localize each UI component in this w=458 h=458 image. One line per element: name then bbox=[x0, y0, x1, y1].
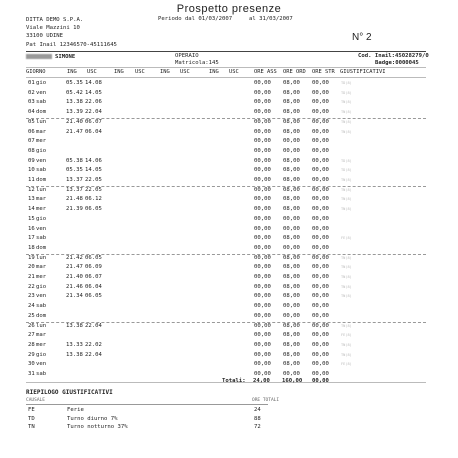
hours-absence: 00,00 bbox=[254, 215, 271, 222]
day-number: 09 bbox=[28, 157, 35, 164]
time-out: 14.05 bbox=[85, 89, 102, 96]
time-out: 22.04 bbox=[85, 109, 102, 116]
hours-overtime: 00,00 bbox=[312, 225, 329, 232]
justification-mark: TN(8) bbox=[341, 178, 352, 182]
hours-absence: 00,00 bbox=[254, 322, 271, 329]
day-of-week: mer bbox=[36, 341, 47, 348]
time-out: 06.12 bbox=[85, 196, 102, 203]
hours-absence: 00,00 bbox=[254, 264, 271, 271]
summary-code: FE bbox=[28, 407, 35, 413]
time-out: 06.05 bbox=[85, 254, 102, 261]
justification-mark: TN(8) bbox=[341, 284, 352, 289]
hours-overtime: 00,00 bbox=[312, 80, 329, 86]
time-in: 21.47 bbox=[66, 128, 83, 135]
time-in: 13.38 bbox=[66, 351, 83, 358]
day-of-week: sab bbox=[36, 371, 47, 377]
time-in: 21.40 bbox=[66, 118, 83, 125]
time-in: 13.39 bbox=[66, 109, 83, 116]
totals-ass: 24,00 bbox=[253, 378, 270, 384]
company-address: Viale Mazzini 10 bbox=[26, 25, 80, 31]
time-out: 14.08 bbox=[85, 80, 102, 86]
columns-top-line bbox=[26, 67, 426, 68]
hours-absence: 00,00 bbox=[254, 332, 271, 339]
time-out: 06.09 bbox=[85, 264, 102, 271]
hours-ordinary: 08,00 bbox=[283, 361, 300, 368]
redacted-surname bbox=[26, 54, 52, 59]
hours-overtime: 00,00 bbox=[312, 264, 329, 271]
company-city: 33100 UDINE bbox=[26, 33, 64, 39]
time-out: 22.02 bbox=[85, 341, 102, 348]
hours-overtime: 00,00 bbox=[312, 293, 329, 300]
time-in: 13.38 bbox=[66, 322, 83, 329]
justification-mark: FE(8) bbox=[341, 333, 352, 338]
hours-absence: 00,00 bbox=[254, 225, 271, 232]
table-row bbox=[0, 323, 458, 333]
day-of-week: ven bbox=[36, 225, 47, 232]
hours-ordinary: 00,00 bbox=[283, 138, 300, 145]
column-header: ING bbox=[209, 69, 219, 75]
hours-ordinary: 08,00 bbox=[283, 177, 300, 183]
time-in: 21.46 bbox=[66, 283, 83, 290]
time-in: 05.38 bbox=[66, 157, 83, 164]
day-of-week: mer bbox=[36, 274, 47, 280]
hours-overtime: 00,00 bbox=[312, 371, 329, 377]
day-of-week: mar bbox=[36, 128, 47, 135]
justification-mark: TN(8) bbox=[341, 129, 352, 134]
hours-ordinary: 00,00 bbox=[283, 312, 300, 319]
day-of-week: gio bbox=[36, 147, 47, 154]
justification-mark: TN(8) bbox=[341, 119, 352, 124]
day-of-week: ven bbox=[36, 293, 47, 300]
day-of-week: mer bbox=[36, 138, 47, 145]
time-in: 21.34 bbox=[66, 293, 83, 300]
hours-overtime: 00,00 bbox=[312, 332, 329, 339]
day-number: 23 bbox=[28, 293, 35, 300]
day-number: 11 bbox=[28, 177, 35, 183]
hours-ordinary: 08,00 bbox=[283, 99, 300, 106]
column-header: ORE ORD bbox=[283, 69, 306, 75]
table-row bbox=[0, 303, 458, 313]
day-number: 29 bbox=[28, 351, 35, 358]
hours-overtime: 00,00 bbox=[312, 361, 329, 368]
table-row bbox=[0, 284, 458, 294]
hours-ordinary: 08,00 bbox=[283, 332, 300, 339]
column-header: ORE STR bbox=[312, 69, 335, 75]
justification-mark: TD(8) bbox=[341, 158, 352, 163]
table-row bbox=[0, 293, 458, 303]
hours-ordinary: 00,00 bbox=[283, 303, 300, 310]
time-in: 13.38 bbox=[66, 99, 83, 106]
hours-ordinary: 00,00 bbox=[283, 215, 300, 222]
time-in: 13.37 bbox=[66, 177, 83, 183]
hours-overtime: 00,00 bbox=[312, 147, 329, 154]
day-of-week: mer bbox=[36, 206, 47, 213]
company-vat: Pat Inail 12346570-45111645 bbox=[26, 42, 117, 48]
day-number: 12 bbox=[28, 186, 35, 193]
table-row bbox=[0, 187, 458, 197]
totals-label: Totali: bbox=[222, 378, 246, 384]
column-header: USC bbox=[180, 69, 190, 75]
hours-overtime: 00,00 bbox=[312, 341, 329, 348]
employee-matricola: Matricola:145 bbox=[175, 60, 219, 66]
hours-overtime: 00,00 bbox=[312, 206, 329, 213]
hours-ordinary: 08,00 bbox=[283, 283, 300, 290]
time-out: 22.04 bbox=[85, 351, 102, 358]
time-out: 14.05 bbox=[85, 167, 102, 174]
hours-overtime: 00,00 bbox=[312, 138, 329, 145]
hours-overtime: 00,00 bbox=[312, 177, 329, 183]
justification-mark: TD(8) bbox=[341, 90, 352, 95]
hours-absence: 00,00 bbox=[254, 128, 271, 135]
justification-mark: FE(8) bbox=[341, 362, 352, 367]
day-number: 21 bbox=[28, 274, 35, 280]
header-divider bbox=[26, 51, 426, 52]
period-from: 01/03/2007 bbox=[198, 16, 233, 22]
day-of-week: mar bbox=[36, 196, 47, 203]
justification-mark: TN(8) bbox=[341, 265, 352, 270]
time-out: 22.06 bbox=[85, 99, 102, 106]
time-out: 06.07 bbox=[85, 274, 102, 280]
summary-label: Turno notturno 37% bbox=[67, 424, 128, 431]
table-row bbox=[0, 255, 458, 265]
hours-absence: 00,00 bbox=[254, 118, 271, 125]
period-sep: al bbox=[248, 16, 256, 22]
hours-ordinary: 00,00 bbox=[283, 244, 300, 251]
table-row bbox=[0, 90, 458, 100]
table-row bbox=[0, 361, 458, 371]
day-of-week: ven bbox=[36, 361, 47, 368]
hours-ordinary: 08,00 bbox=[283, 322, 300, 329]
day-of-week: lun bbox=[36, 118, 47, 125]
columns-bottom-line bbox=[26, 77, 426, 78]
day-number: 13 bbox=[28, 196, 35, 203]
hours-absence: 00,00 bbox=[254, 303, 271, 310]
day-of-week: sab bbox=[36, 167, 47, 174]
hours-absence: 00,00 bbox=[254, 80, 271, 86]
table-row bbox=[0, 274, 458, 284]
justification-mark: TN(8) bbox=[341, 207, 352, 212]
hours-overtime: 00,00 bbox=[312, 109, 329, 116]
column-header: USC bbox=[229, 69, 239, 75]
column-header: GIUSTIFICATIVI bbox=[340, 69, 386, 75]
day-number: 24 bbox=[28, 303, 35, 310]
summary-hours: 88 bbox=[254, 415, 261, 422]
day-of-week: sab bbox=[36, 303, 47, 310]
justification-mark: TD(8) bbox=[341, 168, 352, 173]
hours-absence: 00,00 bbox=[254, 361, 271, 368]
day-number: 08 bbox=[28, 147, 35, 154]
time-in: 05.35 bbox=[66, 167, 83, 174]
hours-absence: 00,00 bbox=[254, 235, 271, 242]
hours-overtime: 00,00 bbox=[312, 186, 329, 193]
table-row bbox=[0, 235, 458, 245]
hours-absence: 00,00 bbox=[254, 312, 271, 319]
day-number: 14 bbox=[28, 206, 35, 213]
day-of-week: lun bbox=[36, 186, 47, 193]
column-header: USC bbox=[87, 69, 97, 75]
table-row bbox=[0, 129, 458, 139]
time-in: 05.35 bbox=[66, 80, 83, 86]
column-header: ING bbox=[160, 69, 170, 75]
day-of-week: mar bbox=[36, 332, 47, 339]
table-row bbox=[0, 332, 458, 342]
summary-label: Ferie bbox=[67, 407, 84, 413]
hours-ordinary: 08,00 bbox=[283, 80, 300, 86]
day-number: 07 bbox=[28, 138, 35, 145]
hours-overtime: 00,00 bbox=[312, 244, 329, 251]
day-number: 05 bbox=[28, 118, 35, 125]
day-number: 02 bbox=[28, 89, 35, 96]
period bbox=[158, 16, 293, 22]
hours-ordinary: 08,00 bbox=[283, 128, 300, 135]
day-number: 15 bbox=[28, 215, 35, 222]
hours-overtime: 00,00 bbox=[312, 215, 329, 222]
hours-ordinary: 08,00 bbox=[283, 293, 300, 300]
hours-ordinary: 08,00 bbox=[283, 167, 300, 174]
summary-hours: 24 bbox=[254, 407, 261, 413]
hours-overtime: 00,00 bbox=[312, 322, 329, 329]
hours-overtime: 00,00 bbox=[312, 312, 329, 319]
summary-code: TD bbox=[28, 415, 35, 422]
time-out: 06.05 bbox=[85, 206, 102, 213]
table-row bbox=[0, 342, 458, 352]
hours-absence: 00,00 bbox=[254, 196, 271, 203]
totals-ord: 160,00 bbox=[282, 378, 303, 384]
time-in: 21.48 bbox=[66, 196, 83, 203]
page-number: N° 2 bbox=[352, 32, 372, 43]
day-number: 16 bbox=[28, 225, 35, 232]
table-row bbox=[0, 138, 458, 148]
hours-overtime: 00,00 bbox=[312, 196, 329, 203]
hours-absence: 00,00 bbox=[254, 244, 271, 251]
hours-absence: 00,00 bbox=[254, 371, 271, 377]
day-number: 20 bbox=[28, 264, 35, 271]
table-row bbox=[0, 148, 458, 158]
day-of-week: dom bbox=[36, 109, 47, 116]
hours-absence: 00,00 bbox=[254, 254, 271, 261]
day-number: 22 bbox=[28, 283, 35, 290]
employee-badge: Badge:0000045 bbox=[375, 60, 419, 66]
day-of-week: gio bbox=[36, 80, 47, 86]
time-out: 22.05 bbox=[85, 186, 102, 193]
column-header: ING bbox=[114, 69, 124, 75]
period-to: 31/03/2007 bbox=[259, 16, 293, 22]
day-of-week: ven bbox=[36, 157, 47, 164]
hours-ordinary: 00,00 bbox=[283, 147, 300, 154]
hours-absence: 00,00 bbox=[254, 177, 271, 183]
time-in: 05.42 bbox=[66, 89, 83, 96]
day-number: 06 bbox=[28, 128, 35, 135]
employee-name-cell bbox=[26, 54, 75, 60]
hours-absence: 00,00 bbox=[254, 186, 271, 193]
justification-mark: FE(8) bbox=[341, 236, 352, 241]
justification-mark: TN(8) bbox=[341, 100, 352, 105]
period-label: Periodo dal bbox=[158, 16, 196, 22]
hours-overtime: 00,00 bbox=[312, 351, 329, 358]
day-of-week: lun bbox=[36, 322, 47, 329]
day-of-week: gio bbox=[36, 283, 47, 290]
hours-absence: 00,00 bbox=[254, 341, 271, 348]
table-row bbox=[0, 226, 458, 236]
day-number: 17 bbox=[28, 235, 35, 242]
day-of-week: dom bbox=[36, 177, 47, 183]
hours-ordinary: 08,00 bbox=[283, 341, 300, 348]
time-in: 21.40 bbox=[66, 274, 83, 280]
time-in: 13.37 bbox=[66, 186, 83, 193]
day-number: 27 bbox=[28, 332, 35, 339]
hours-overtime: 00,00 bbox=[312, 274, 329, 280]
table-row bbox=[0, 216, 458, 226]
justification-mark: TN(8) bbox=[341, 323, 352, 328]
column-header: GIORNO bbox=[26, 69, 46, 75]
day-number: 01 bbox=[28, 80, 35, 86]
summary-col-ore: ORE TOTALI bbox=[252, 398, 280, 403]
column-header: ORE ASS bbox=[254, 69, 277, 75]
hours-overtime: 00,00 bbox=[312, 235, 329, 242]
table-row bbox=[0, 80, 458, 90]
day-number: 26 bbox=[28, 322, 35, 329]
hours-absence: 00,00 bbox=[254, 351, 271, 358]
justification-mark: TN(8) bbox=[341, 110, 352, 115]
time-out: 22.04 bbox=[85, 322, 102, 329]
employee-inail: Cod. Inail:45028279/0 bbox=[358, 53, 429, 59]
hours-absence: 00,00 bbox=[254, 293, 271, 300]
day-number: 19 bbox=[28, 254, 35, 261]
table-row bbox=[0, 264, 458, 274]
time-out: 06.07 bbox=[85, 118, 102, 125]
day-number: 25 bbox=[28, 312, 35, 319]
hours-ordinary: 00,00 bbox=[283, 371, 300, 377]
hours-absence: 00,00 bbox=[254, 109, 271, 116]
summary-label: Turno diurno 7% bbox=[67, 415, 118, 422]
column-header: ING bbox=[67, 69, 77, 75]
day-number: 10 bbox=[28, 167, 35, 174]
hours-ordinary: 00,00 bbox=[283, 225, 300, 232]
day-of-week: mar bbox=[36, 264, 47, 271]
summary-code: TN bbox=[28, 424, 35, 431]
time-out: 06.05 bbox=[85, 293, 102, 300]
day-of-week: ven bbox=[36, 89, 47, 96]
table-row bbox=[0, 206, 458, 216]
justification-mark: TD(8) bbox=[341, 81, 352, 85]
time-in: 21.47 bbox=[66, 264, 83, 271]
day-number: 04 bbox=[28, 109, 35, 116]
day-of-week: gio bbox=[36, 351, 47, 358]
justification-mark: TN(8) bbox=[341, 187, 352, 192]
hours-ordinary: 08,00 bbox=[283, 89, 300, 96]
hours-absence: 00,00 bbox=[254, 99, 271, 106]
table-row bbox=[0, 352, 458, 362]
hours-absence: 00,00 bbox=[254, 89, 271, 96]
justification-mark: TN(8) bbox=[341, 275, 352, 279]
time-out: 22.05 bbox=[85, 177, 102, 183]
hours-overtime: 00,00 bbox=[312, 89, 329, 96]
employee-name: SIMONE bbox=[55, 54, 76, 60]
hours-ordinary: 08,00 bbox=[283, 109, 300, 116]
day-number: 31 bbox=[28, 371, 35, 377]
hours-ordinary: 08,00 bbox=[283, 118, 300, 125]
hours-absence: 00,00 bbox=[254, 157, 271, 164]
table-row bbox=[0, 167, 458, 177]
justification-mark: TN(8) bbox=[341, 255, 352, 260]
hours-ordinary: 08,00 bbox=[283, 264, 300, 271]
totals-str: 00,00 bbox=[312, 378, 329, 384]
table-row bbox=[0, 196, 458, 206]
page-title: Prospetto presenze bbox=[176, 3, 282, 15]
hours-absence: 00,00 bbox=[254, 147, 271, 154]
hours-absence: 00,00 bbox=[254, 206, 271, 213]
hours-ordinary: 08,00 bbox=[283, 157, 300, 164]
hours-ordinary: 08,00 bbox=[283, 274, 300, 280]
day-of-week: sab bbox=[36, 235, 47, 242]
time-in: 21.39 bbox=[66, 206, 83, 213]
justification-mark: TN(8) bbox=[341, 294, 352, 299]
hours-ordinary: 08,00 bbox=[283, 196, 300, 203]
summary-divider bbox=[26, 404, 268, 405]
justification-mark: TN(8) bbox=[341, 352, 352, 357]
day-number: 03 bbox=[28, 99, 35, 106]
hours-overtime: 00,00 bbox=[312, 99, 329, 106]
justification-mark: TN(8) bbox=[341, 197, 352, 202]
day-of-week: dom bbox=[36, 312, 47, 319]
hours-overtime: 00,00 bbox=[312, 167, 329, 174]
hours-overtime: 00,00 bbox=[312, 157, 329, 164]
table-row bbox=[0, 119, 458, 129]
summary-title: RIEPILOGO GIUSTIFICATIVI bbox=[26, 389, 113, 396]
hours-overtime: 00,00 bbox=[312, 128, 329, 135]
company-name: DITTA DEMO S.P.A. bbox=[26, 17, 84, 23]
time-out: 06.04 bbox=[85, 283, 102, 290]
hours-ordinary: 08,00 bbox=[283, 351, 300, 358]
table-row bbox=[0, 99, 458, 109]
column-header: USC bbox=[135, 69, 145, 75]
hours-ordinary: 08,00 bbox=[283, 186, 300, 193]
hours-overtime: 00,00 bbox=[312, 118, 329, 125]
summary-hours: 72 bbox=[254, 424, 261, 431]
hours-ordinary: 08,00 bbox=[283, 254, 300, 261]
day-number: 30 bbox=[28, 361, 35, 368]
hours-overtime: 00,00 bbox=[312, 283, 329, 290]
time-in: 21.42 bbox=[66, 254, 83, 261]
hours-overtime: 00,00 bbox=[312, 254, 329, 261]
day-number: 18 bbox=[28, 244, 35, 251]
hours-ordinary: 08,00 bbox=[283, 206, 300, 213]
summary-col-causale: CAUSALE bbox=[26, 398, 45, 403]
hours-absence: 00,00 bbox=[254, 274, 271, 280]
time-out: 14.06 bbox=[85, 157, 102, 164]
day-number: 28 bbox=[28, 341, 35, 348]
day-of-week: lun bbox=[36, 254, 47, 261]
hours-absence: 00,00 bbox=[254, 138, 271, 145]
hours-ordinary: 08,00 bbox=[283, 235, 300, 242]
day-of-week: sab bbox=[36, 99, 47, 106]
justification-mark: TN(8) bbox=[341, 342, 352, 347]
table-row bbox=[0, 158, 458, 168]
hours-overtime: 00,00 bbox=[312, 303, 329, 310]
employee-role: OPERAIO bbox=[175, 53, 199, 59]
time-out: 06.04 bbox=[85, 128, 102, 135]
day-of-week: gio bbox=[36, 215, 47, 222]
hours-absence: 00,00 bbox=[254, 167, 271, 174]
hours-absence: 00,00 bbox=[254, 283, 271, 290]
time-in: 13.33 bbox=[66, 341, 83, 348]
day-of-week: dom bbox=[36, 244, 47, 251]
